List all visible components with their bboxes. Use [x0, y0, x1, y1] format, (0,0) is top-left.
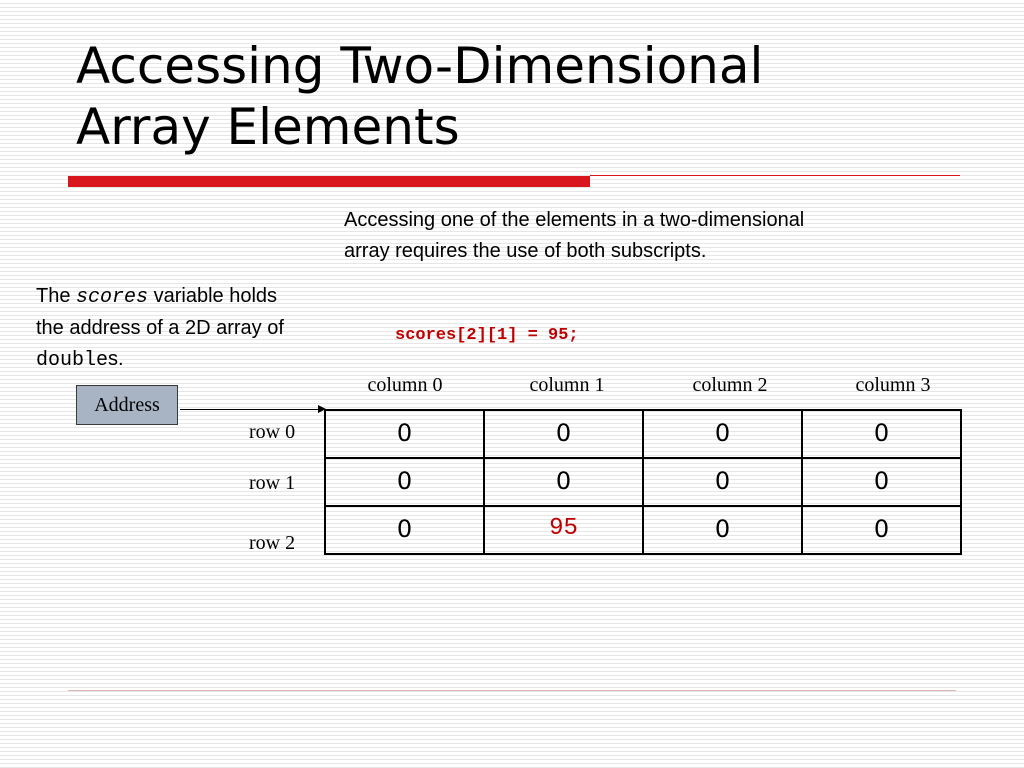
array-cell: 0: [484, 458, 643, 506]
array-cell: 0: [643, 458, 802, 506]
array-cell: 0: [325, 458, 484, 506]
title-line-1: Accessing Two-Dimensional: [76, 37, 764, 95]
reference-arrow-line: [180, 409, 320, 410]
address-label: Address: [94, 393, 160, 416]
row-label-0: row 0: [249, 421, 296, 443]
array-row: [325, 458, 961, 506]
footer-rule: [68, 690, 956, 691]
variable-note-post: s.: [108, 348, 124, 370]
title-line-2: Array Elements: [76, 98, 460, 156]
array-cell: 0: [643, 410, 802, 458]
array-row: [325, 506, 961, 554]
array-cell-highlighted: 95: [484, 506, 643, 554]
type-name: double: [36, 349, 109, 372]
column-label-0: column 0: [367, 374, 443, 396]
description-text: Accessing one of the elements in a two-dimensional array requires the use of both subscripts.: [344, 209, 805, 262]
array-cell: 0: [802, 458, 961, 506]
array-row: [325, 410, 961, 458]
variable-name: scores: [76, 286, 149, 309]
variable-note-pre: The: [36, 285, 71, 307]
array-cell: 0: [643, 506, 802, 554]
column-label-1: column 1: [529, 374, 605, 396]
title-underline-bar: [68, 176, 590, 187]
row-label-2: row 2: [249, 532, 296, 554]
variable-note: [36, 281, 306, 376]
title-underline-rule: [590, 175, 960, 176]
array-cell: 0: [325, 506, 484, 554]
address-box: [76, 385, 178, 425]
code-statement: scores[2][1] = 95;: [395, 326, 579, 345]
array-cell: 0: [802, 410, 961, 458]
column-label-3: column 3: [855, 374, 931, 396]
array-cell: 0: [325, 410, 484, 458]
array-cell: 0: [802, 506, 961, 554]
row-label-1: row 1: [249, 472, 296, 494]
array-cell: 0: [484, 410, 643, 458]
variable-note-mid: variable holds the address of a 2D array of: [36, 285, 284, 339]
column-label-2: column 2: [692, 374, 768, 396]
slide-title: [76, 36, 936, 158]
array-grid: [324, 409, 962, 555]
